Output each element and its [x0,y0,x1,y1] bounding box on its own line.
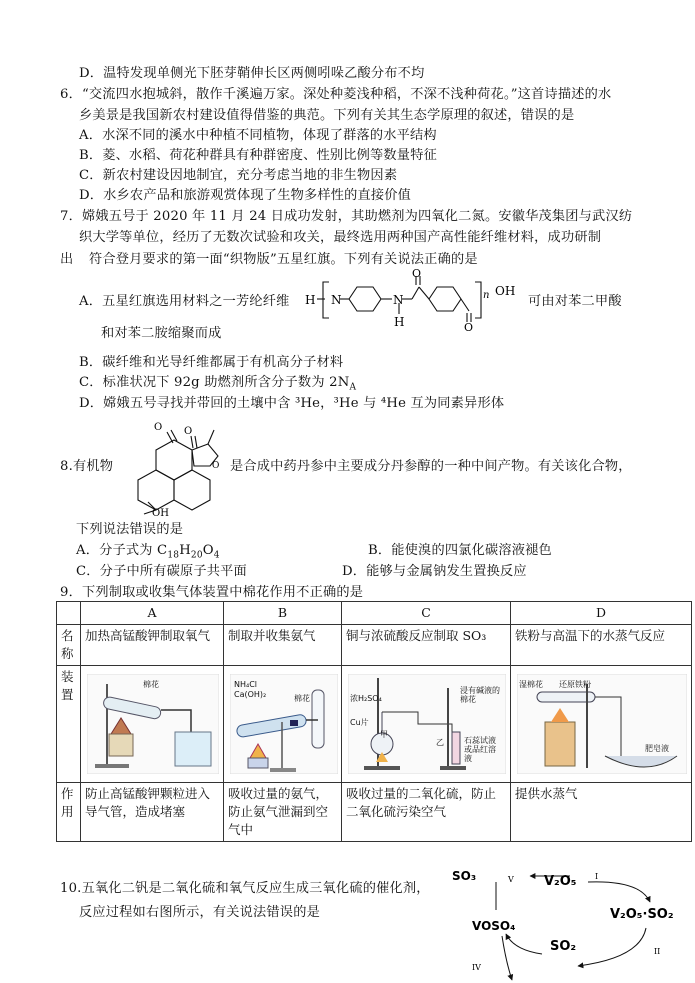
h-atom-label: H [305,293,316,307]
aramid-fiber-structure [297,268,527,332]
row-label-name: 名称 [57,625,81,666]
soap-solution-label: 肥皂液 [645,744,669,753]
name-c: 铜与浓硫酸反应制取 SO₃ [342,625,511,666]
name-a: 加热高锰酸钾制取氧气 [81,625,224,666]
cycle-v2o5: V₂O₅ [544,874,577,889]
organic-compound-structure [118,410,230,516]
cotton-alkali-label: 浸有碱液的棉花 [460,686,500,704]
cycle-step-2: II [654,947,661,956]
q8-option-a-sub3: 4 [213,550,220,561]
o-atom-label: O [412,268,422,280]
q8-stem-line2: 下列说法错误的是 [76,522,184,537]
name-b: 制取并收集氨气 [224,625,342,666]
q8-option-a-text: A．分子式为 C [76,543,168,558]
indicator-label: 石蕊试液或品红溶液 [464,736,496,763]
name-d: 铁粉与高温下的水蒸气反应 [511,625,692,666]
q8-option-d: D．能够与金属钠发生置换反应 [342,564,527,579]
q8-option-a-o: O [202,543,214,558]
cycle-step-4: IV [472,963,481,972]
n-atom-label: N [331,293,342,307]
oh-group-label: OH [495,284,516,298]
q8-option-b: B．能使溴的四氯化碳溶液褪色 [368,543,552,558]
q5-option-d: D．温特发现单侧光下胚芽鞘伸长区两侧吲哚乙酸分布不均 [79,66,425,81]
use-c: 吸收过量的二氧化硫，防止二氧化硫污染空气 [342,783,511,842]
reagent-label-1: NH₄Cl [234,680,258,689]
q9-stem: 9．下列制取或收集气体装置中棉花作用不正确的是 [60,585,364,600]
tube-yi-label: 乙 [436,738,444,747]
svg-text:O: O [184,426,193,437]
table-corner-cell [57,602,81,625]
cycle-step-1: I [595,872,599,881]
q8-option-a [76,539,220,561]
q7-stem-line1: 7．嫦娥五号于 2020 年 11 月 24 日成功发射，其助燃剂为四氧化二氮。安徽华茂集团与武汉纺 [60,209,633,224]
q7-option-d: D．嫦娥五号寻找并带回的土壤中含 ³He，³He 与 ⁴He 互为同素异形体 [79,396,505,411]
h-atom-label-2: H [394,315,405,329]
q7-option-c-text: C．标准状况下 92g 助燃剂所含分子数为 2N [79,375,350,390]
q7-option-c-sub: A [349,382,357,393]
cycle-voso4: VOSO₄ [472,919,516,933]
table-header-c: C [342,602,511,625]
q7-option-a-post: 可由对苯二甲酸 [528,294,622,309]
table-header-b: B [224,602,342,625]
wet-cotton-label: 湿棉花 [519,680,543,689]
table-header-a: A [81,602,224,625]
cotton-label-a: 棉花 [143,680,159,689]
q8-option-a-sub1: 18 [167,550,180,561]
table-header-row [57,602,692,625]
q6-stem-line1: 6．“交流四水抱城斜，散作千溪遍万家。深处种菱浅种稻，不深不浅种荷花。”这首诗描述的水 [60,87,612,102]
q7-option-c [79,371,356,393]
q9-table [56,601,692,842]
q7-stem-line2: 织大学等单位，经历了无数次试验和攻关，最终选用两种国产高性能纤维材料，成功研制 [79,230,602,245]
use-d: 提供水蒸气 [511,783,692,842]
cycle-so3: SO₃ [452,869,477,883]
q6-stem-line2: 乡美景是我国新农村建设值得借鉴的典范。下列有关其生态学原理的叙述，错误的是 [79,108,575,123]
svg-text:O: O [154,422,163,433]
q6-option-c: C．新农村建设因地制宜，充分考虑当地的非生物因素 [79,168,398,183]
cycle-complex: V₂O₅·SO₂ [610,907,674,922]
q10-stem-line2: 反应过程如右图所示，有关说法错误的是 [79,905,320,920]
use-b: 吸收过量的氨气，防止氨气泄漏到空气中 [224,783,342,842]
table-header-d: D [511,602,692,625]
cycle-step-5: V [508,875,514,884]
q8-stem-pre: 8.有机物 [60,459,114,474]
catalytic-cycle-diagram [450,862,695,983]
q7-option-b: B．碳纤维和光导纤维都属于有机高分子材料 [79,355,344,370]
cu-label: Cu片 [350,718,369,727]
table-row-name [57,625,692,666]
row-label-use: 作用 [57,783,81,842]
table-row-use [57,783,692,842]
row-label-apparatus: 装置 [57,666,81,783]
oh-group-label: OH [152,508,169,516]
q8-option-a-h: H [179,543,191,558]
cotton-label-b: 棉花 [294,694,310,703]
use-a: 防止高锰酸钾颗粒进入导气管，造成堵塞 [81,783,224,842]
o-atom-label-2: O [464,321,474,332]
q10-stem-line1: 10.五氧化二钒是二氧化硫和氧气反应生成三氧化硫的催化剂， [60,881,430,896]
reagent-label-2: Ca(OH)₂ [234,690,267,699]
q8-stem-post: 是合成中药丹参中主要成分丹参醇的一种中间产物。有关该化合物， [230,459,632,474]
apparatus-a [81,666,224,783]
apparatus-c [342,666,511,783]
apparatus-b [224,666,342,783]
q8-option-a-sub2: 20 [190,550,203,561]
conc-acid-label: 浓H₂SO₄ [350,694,382,703]
cycle-so2: SO₂ [550,939,577,954]
q7-option-a-cont: 和对苯二胺缩聚而成 [101,326,222,341]
q6-option-a: A．水深不同的溪水中种植不同植物，体现了群落的水平结构 [79,128,437,143]
iron-powder-label: 还原铁粉 [559,680,591,689]
apparatus-d [511,666,692,783]
table-row-apparatus [57,666,692,783]
q7-stem-line3b: 符合登月要求的第一面“织物版”五星红旗。下列有关说法正确的是 [89,252,478,267]
polymer-n-label: n [483,290,490,301]
q7-stem-line3a: 出 [60,252,74,267]
flask-jia-label: 甲 [380,730,388,739]
q6-option-b: B．菱、水稻、荷花种群具有种群密度、性别比例等数量特征 [79,148,437,163]
q6-option-d: D．水乡农产品和旅游观赏体现了生物多样性的直接价值 [79,188,412,203]
q8-option-c: C．分子中所有碳原子共平面 [76,564,247,579]
svg-text:O: O [212,461,220,471]
n-atom-label-2: N [393,293,404,307]
q7-option-a-pre: A．五星红旗选用材料之一芳纶纤维 [79,294,290,309]
